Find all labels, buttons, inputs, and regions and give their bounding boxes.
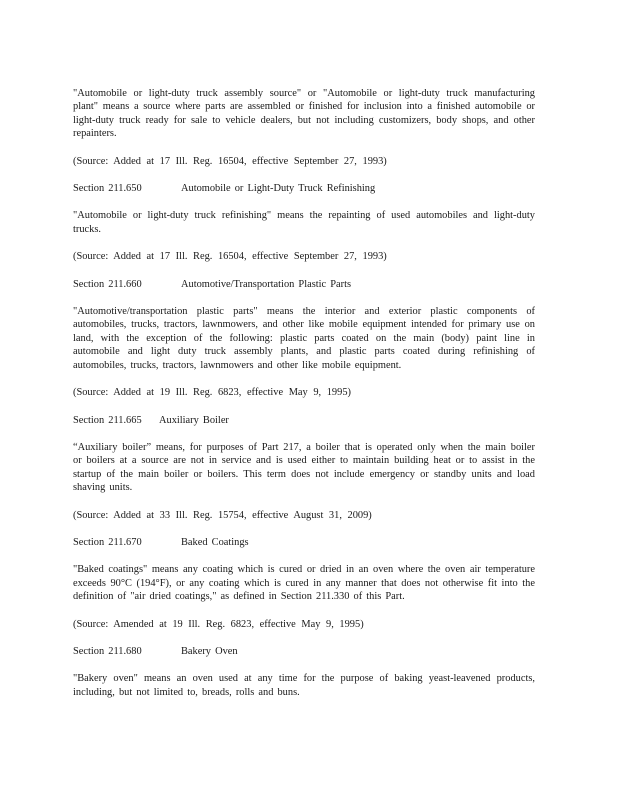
section-heading-211-660	[73, 278, 535, 291]
source-note: (Source: Added at 33 Ill. Reg. 15754, effective August 31, 2009)	[73, 509, 372, 521]
source-note: (Source: Amended at 19 Ill. Reg. 6823, effective May 9, 1995)	[73, 618, 364, 630]
section-title: Bakery Oven	[181, 645, 238, 657]
section-heading-211-670	[73, 536, 535, 549]
section-number: Section 211.680	[73, 645, 142, 657]
definition-automobile-refinishing: "Automobile or light-duty truck refinishing" means the repainting of used automobiles and light-duty trucks.	[73, 210, 535, 235]
section-number: Section 211.660	[73, 278, 142, 290]
section-title: Baked Coatings	[181, 536, 249, 548]
source-note: (Source: Added at 19 Ill. Reg. 6823, effective May 9, 1995)	[73, 387, 351, 399]
source-note: (Source: Added at 17 Ill. Reg. 16504, effective September 27, 1993)	[73, 251, 387, 263]
section-heading-211-680	[73, 645, 535, 658]
definition-automobile-assembly-source: "Automobile or light-duty truck assembly source" or "Automobile or light-duty truck manufacturing plant" means a source where parts are assembled or finished for inclusion into a finished automobile or light-duty truck ready for sale to vehicle dealers, but not including customizers, body shops, and other repainters.	[73, 88, 535, 140]
definition-baked-coatings: "Baked coatings" means any coating which is cured or dried in an oven where the oven air temperature exceeds 90°C (194°F), or any coating which is cured in any manner that does not otherwise fit into the definition of "air dried coatings," as defined in Section 211.330 of this Part.	[73, 564, 535, 603]
section-number: Section 211.650	[73, 183, 142, 195]
section-title: Automotive/Transportation Plastic Parts	[181, 278, 352, 290]
section-heading-211-650	[73, 182, 535, 195]
section-title: Auxiliary Boiler	[159, 414, 229, 426]
document-page	[73, 87, 535, 713]
source-note: (Source: Added at 17 Ill. Reg. 16504, effective September 27, 1993)	[73, 155, 387, 167]
definition-auxiliary-boiler: “Auxiliary boiler” means, for purposes of Part 217, a boiler that is operated only when the main boiler or boilers at a source are not in service and is used either to maintain building heat or to assist in the startup of the main boiler or boilers. This term does not include emergency or standby units and load shaving units.	[73, 441, 535, 494]
section-number: Section 211.670	[73, 536, 142, 548]
definition-bakery-oven: "Bakery oven" means an oven used at any time for the purpose of baking yeast-leavened products, including, but not limited to, breads, rolls and buns.	[73, 673, 535, 698]
section-number: Section 211.665	[73, 414, 142, 426]
section-title: Automobile or Light-Duty Truck Refinishing	[181, 183, 376, 195]
section-heading-211-665	[73, 414, 535, 427]
definition-automotive-plastic-parts: "Automotive/transportation plastic parts" means the interior and exterior plastic components of automobiles, trucks, tractors, lawnmowers, and other like mobile equipment intended for primary use on land, with the exception of the following: plastic parts coated on the main (body) paint line in automobile and light duty truck assembly plants, and plastic parts coated during refinishing of automobiles, trucks, tractors, lawnmowers and other like mobile equipment.	[73, 306, 535, 371]
